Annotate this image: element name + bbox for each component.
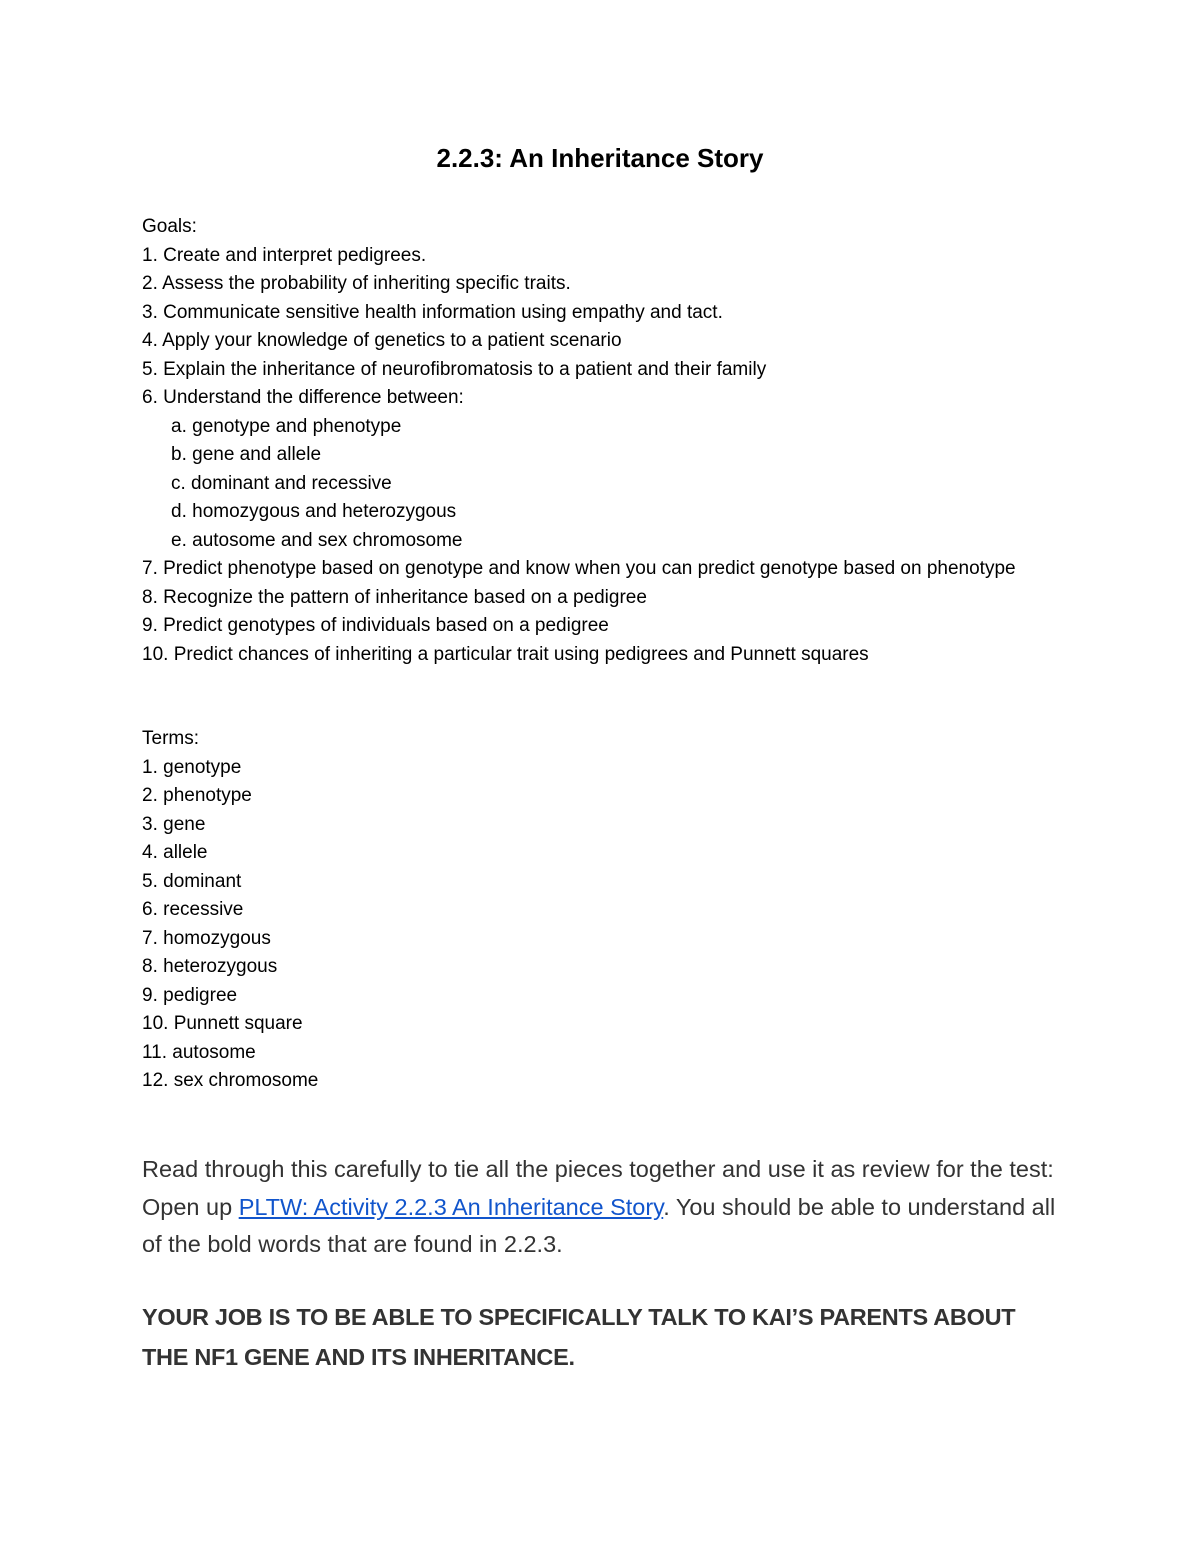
goal-item: 4. Apply your knowledge of genetics to a patient scenario	[142, 330, 622, 351]
goal-item: 10. Predict chances of inheriting a particular trait using pedigrees and Punnett squares	[142, 643, 869, 665]
goal-subitem: c. dominant and recessive	[171, 472, 392, 494]
goal-item: 3. Communicate sensitive health information using empathy and tact.	[142, 301, 723, 323]
terms-section	[142, 725, 1062, 1096]
goal-subitem: d. homozygous and heterozygous	[171, 501, 457, 522]
term-item: 1. genotype	[142, 756, 242, 778]
goal-subitem: a. genotype and phenotype	[171, 415, 402, 437]
term-item: 4. allele	[142, 842, 208, 863]
goals-section	[142, 213, 1062, 669]
term-item: 8. heterozygous	[142, 956, 278, 977]
goals-heading: Goals:	[142, 216, 197, 237]
term-item: 10. Punnett square	[142, 1013, 303, 1034]
activity-link[interactable]: PLTW: Activity 2.2.3 An Inheritance Story	[238, 1193, 664, 1220]
goal-subitem: b. gene and allele	[171, 444, 322, 465]
goal-item: 1. Create and interpret pedigrees.	[142, 244, 427, 266]
term-item: 2. phenotype	[142, 785, 252, 806]
page-title: 2.2.3: An Inheritance Story	[436, 143, 764, 173]
term-item: 6. recessive	[142, 899, 244, 920]
review-text-before: Read through this carefully to tie all the pieces together and use it as review for the test: Open up	[142, 1156, 1054, 1220]
goal-item: 9. Predict genotypes of individuals based on a pedigree	[142, 615, 609, 636]
term-item: 11. autosome	[142, 1041, 256, 1063]
goal-item: 2. Assess the probability of inheriting specific traits.	[142, 273, 571, 294]
term-item: 5. dominant	[142, 870, 242, 892]
goal-item: 8. Recognize the pattern of inheritance based on a pedigree	[142, 586, 647, 608]
goal-subitem: e. autosome and sex chromosome	[171, 529, 463, 551]
term-item: 7. homozygous	[142, 927, 271, 949]
goal-item: 7. Predict phenotype based on genotype and know when you can predict genotype based on phenotype	[142, 558, 1016, 579]
term-item: 12. sex chromosome	[142, 1070, 319, 1091]
goal-item: 5. Explain the inheritance of neurofibromatosis to a patient and their family	[142, 358, 767, 380]
review-paragraph	[142, 1151, 1062, 1264]
goal-item: 6. Understand the difference between:	[142, 387, 464, 408]
term-item: 9. pedigree	[142, 984, 238, 1006]
review-text-after: . You should be able to understand all of the bold words that are found in 2.2.3.	[142, 1193, 1056, 1257]
term-item: 3. gene	[142, 813, 206, 835]
job-statement: YOUR JOB IS TO BE ABLE TO SPECIFICALLY TALK TO KAI’S PARENTS ABOUT THE NF1 GENE AND ITS INHERITANCE.	[142, 1304, 1016, 1370]
terms-heading: Terms:	[142, 728, 199, 749]
